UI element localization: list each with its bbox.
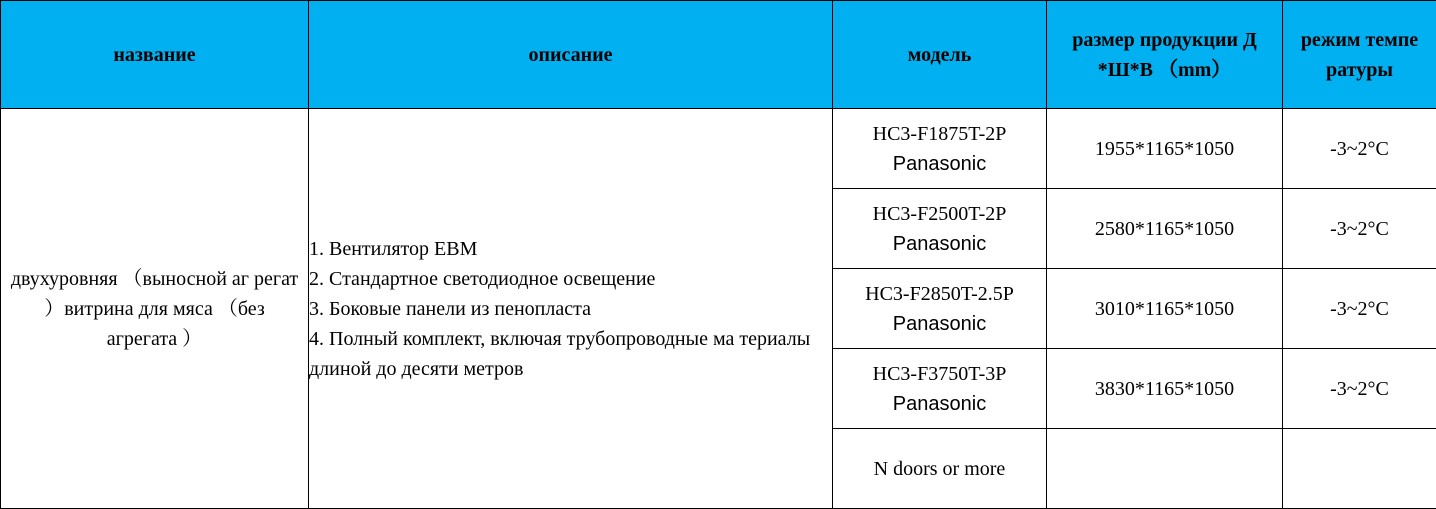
- temperature-cell-empty: [1283, 429, 1436, 509]
- size-cell: 3830*1165*1050: [1047, 349, 1283, 429]
- model-brand: Panasonic: [892, 312, 987, 335]
- model-code: HC3-F1875T-2P: [872, 122, 1007, 145]
- model-brand: Panasonic: [892, 232, 987, 255]
- description-line: 2. Стандартное светодиодное освещение: [309, 267, 656, 290]
- size-cell: 2580*1165*1050: [1047, 189, 1283, 269]
- product-name: двухуровняя （выносной аг регат ）витрина для мяса （без агрегата ）: [10, 267, 299, 350]
- description-line: 4. Полный комплект, включая трубопроводные ма териалы длиной до десяти метров: [309, 327, 811, 380]
- model-cell: [833, 109, 1047, 189]
- description-line: 3. Боковые панели из пенопласта: [309, 297, 591, 320]
- header-name: название: [1, 1, 309, 109]
- table-row: [1, 109, 1436, 189]
- model-cell: [833, 189, 1047, 269]
- model-cell: [833, 269, 1047, 349]
- header-description: описание: [309, 1, 833, 109]
- product-description-cell: [309, 109, 833, 509]
- header-model: модель: [833, 1, 1047, 109]
- model-brand: Panasonic: [892, 392, 987, 415]
- model-cell: [833, 349, 1047, 429]
- size-cell-empty: [1047, 429, 1283, 509]
- header-size: размер продукции Д *Ш*В （mm）: [1047, 1, 1283, 109]
- description-line: 1. Вентилятор EBM: [309, 237, 478, 260]
- model-brand: Panasonic: [892, 152, 987, 175]
- header-row: [1, 1, 1436, 109]
- size-cell: 1955*1165*1050: [1047, 109, 1283, 189]
- temperature-cell: -3~2°C: [1283, 189, 1436, 269]
- product-name-cell: [1, 109, 309, 509]
- temperature-cell: -3~2°C: [1283, 349, 1436, 429]
- size-cell: 3010*1165*1050: [1047, 269, 1283, 349]
- model-code: HC3-F3750T-3P: [872, 362, 1007, 385]
- model-code: HC3-F2850T-2.5P: [865, 282, 1014, 305]
- temperature-cell: -3~2°C: [1283, 269, 1436, 349]
- header-temperature: режим темпе ратуры: [1283, 1, 1436, 109]
- model-code: HC3-F2500T-2P: [872, 202, 1007, 225]
- model-cell-more: N doors or more: [833, 429, 1047, 509]
- temperature-cell: -3~2°C: [1283, 109, 1436, 189]
